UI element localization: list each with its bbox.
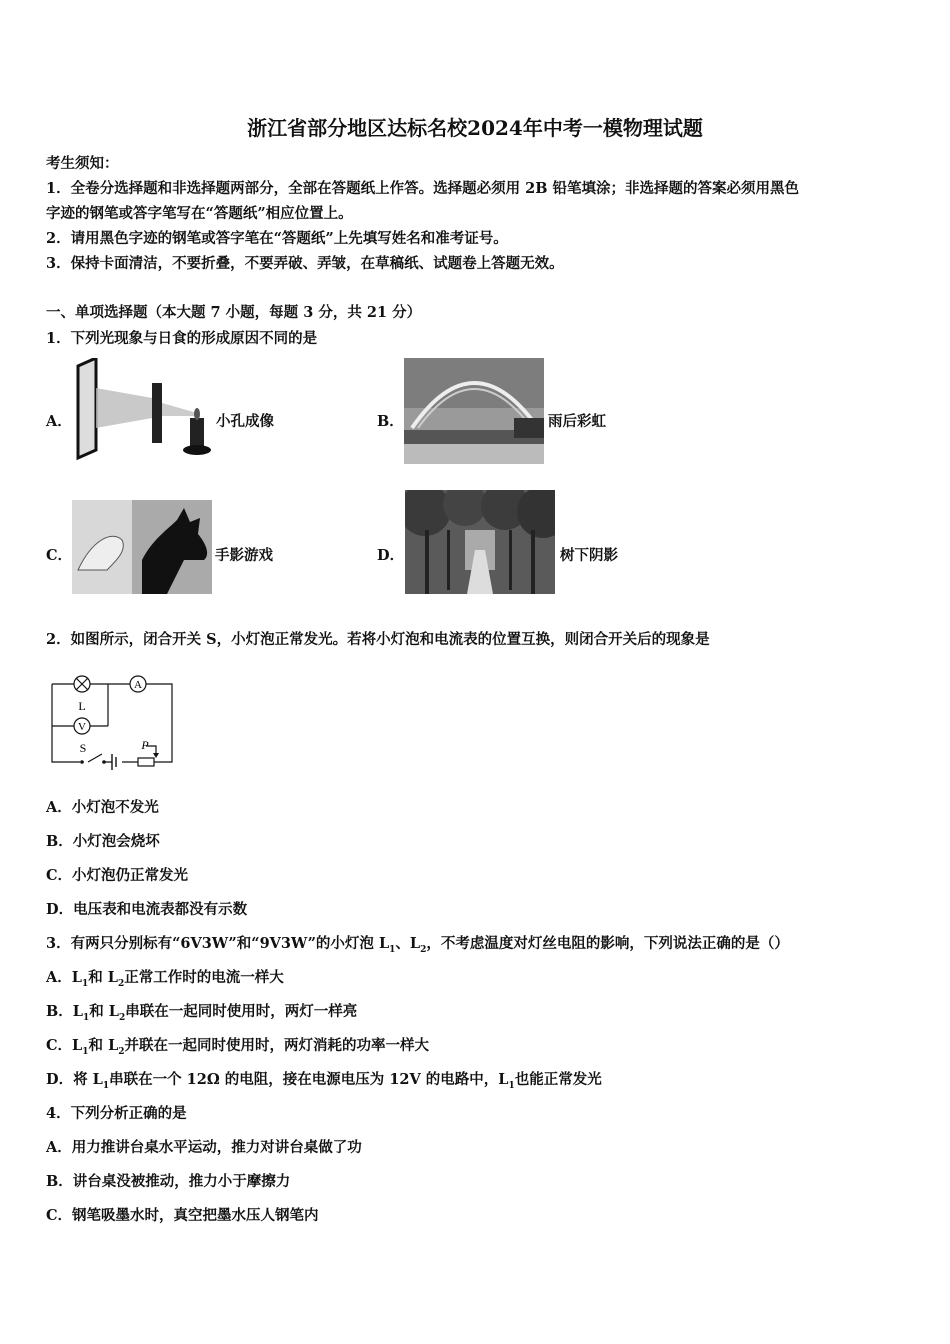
- q1-c-label: 手影游戏: [215, 547, 273, 564]
- q2-option-a: A．小灯泡不发光: [46, 799, 159, 816]
- q3-option-c: C．$L_1$和 $L_2$并联在一起同时使用时，两灯消耗的功率一样大: [46, 1037, 430, 1057]
- circuit-diagram: [46, 668, 176, 772]
- q3-option-b: B．$L_1$和 $L_2$串联在一起同时使用时，两灯一样亮: [46, 1003, 358, 1023]
- q4-stem: 4．下列分析正确的是: [46, 1105, 187, 1122]
- q1-d-label: 树下阴影: [560, 547, 618, 564]
- q1-d-letter: D．: [377, 547, 405, 564]
- q2-option-d: D．电压表和电流表都没有示数: [46, 901, 248, 918]
- q2-option-c: C．小灯泡仍正常发光: [46, 867, 189, 884]
- notice-line-1a: 1．全卷分选择题和非选择题两部分，全部在答题纸上作答。选择题必须用 2B 铅笔填涂；非选择题的答案必须用黑色: [46, 180, 800, 197]
- section-heading: 一、单项选择题（本大题 7 小题，每题 3 分，共 21 分）: [46, 304, 422, 321]
- q1-b-label: 雨后彩虹: [548, 413, 606, 430]
- rainbow-image: [404, 358, 544, 464]
- q3-option-d: D．将 $L_1$串联在一个 12Ω 的电阻，接在电源电压为 12V 的电路中，$L_1$也能正常发光: [46, 1071, 602, 1091]
- q4-option-a: A．用力推讲台桌水平运动，推力对讲台桌做了功: [46, 1139, 362, 1156]
- q1-stem: 1．下列光现象与日食的形成原因不同的是: [46, 330, 318, 347]
- q2-stem: 2．如图所示，闭合开关 S，小灯泡正常发光。若将小灯泡和电流表的位置互换，则闭合开关后的现象是: [46, 631, 710, 648]
- notice-line-1b: 字迹的钢笔或答字笔写在“答题纸”相应位置上。: [46, 205, 353, 222]
- lamp-label: L: [78, 699, 86, 713]
- hand-shadow-image: [72, 500, 212, 594]
- notice-line-2: 2．请用黑色字迹的钢笔或答字笔在“答题纸”上先填写姓名和准考证号。: [46, 230, 508, 247]
- page-title: 浙江省部分地区达标名校2024年中考一模物理试题: [247, 116, 703, 140]
- q3-option-a: A．$L_1$和 $L_2$正常工作时的电流一样大: [46, 969, 284, 989]
- voltmeter-label: V: [78, 721, 86, 733]
- notice-heading: 考生须知：: [46, 155, 119, 172]
- q2-option-b: B．小灯泡会烧坏: [46, 833, 160, 850]
- q1-a-letter: A．: [46, 413, 72, 430]
- tree-shadow-image: [405, 490, 555, 594]
- slider-label: P: [141, 738, 149, 752]
- q3-stem: 3．有两只分别标有“6V3W”和“9V3W”的小灯泡 $L_1$、$L_2$，不考虑温度对灯丝电阻的影响，下列说法正确的是（）: [46, 935, 789, 955]
- q4-option-c: C．钢笔吸墨水时，真空把墨水压人钢笔内: [46, 1207, 319, 1224]
- q4-option-b: B．讲台桌没被推动，推力小于摩擦力: [46, 1173, 291, 1190]
- notice-line-3: 3．保持卡面清洁，不要折叠，不要弄破、弄皱，在草稿纸、试题卷上答题无效。: [46, 255, 564, 272]
- switch-label: S: [79, 741, 87, 755]
- pinhole-camera-image: [72, 358, 214, 464]
- q1-c-letter: C．: [46, 547, 73, 564]
- q1-a-label: 小孔成像: [216, 413, 274, 430]
- q1-b-letter: B．: [377, 413, 404, 430]
- ammeter-label: A: [134, 679, 142, 691]
